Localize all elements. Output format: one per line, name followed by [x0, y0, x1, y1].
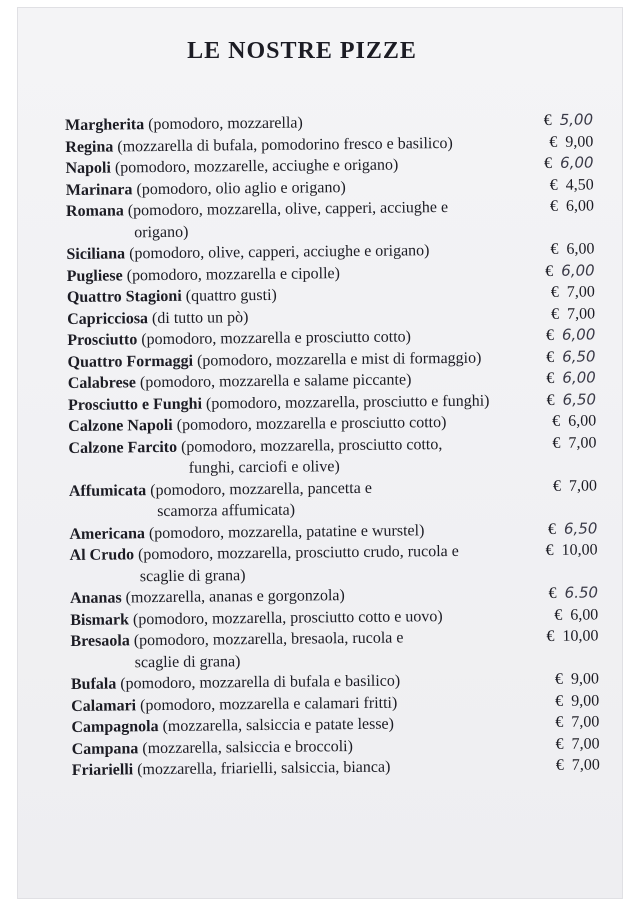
- euro-symbol: €: [546, 391, 555, 409]
- pizza-ingredients: (pomodoro, olio aglio e origano): [132, 178, 346, 198]
- pizza-name: Quattro Formaggi: [67, 352, 194, 371]
- pizza-name: Affumicata: [68, 481, 147, 500]
- price-value: 7,00: [568, 476, 597, 495]
- price-value: 6,00: [566, 240, 595, 258]
- pizza-name: Siciliana: [66, 245, 126, 263]
- euro-symbol: €: [547, 520, 557, 538]
- price: [551, 303, 595, 325]
- pizza-ingredients: (pomodoro, mozzarella, olive, capperi, acciughe e: [123, 198, 449, 220]
- price-value: 7,00: [571, 734, 600, 753]
- price: [545, 260, 595, 282]
- pizza-ingredients: (quattro gusti): [181, 286, 277, 305]
- price: [554, 604, 598, 626]
- pizza-ingredients: (pomodoro, mozzarella, pancetta e: [146, 479, 372, 499]
- euro-symbol: €: [555, 735, 564, 753]
- pizza-ingredients: (pomodoro, mozzarella, prosciutto cotto,: [176, 435, 443, 456]
- pizza-ingredients: (pomodoro, mozzarella e prosciutto cotto): [137, 328, 412, 349]
- euro-symbol: €: [550, 240, 559, 258]
- pizza-name: Regina: [65, 137, 114, 156]
- euro-symbol: €: [554, 670, 564, 688]
- pizza-name: Romana: [65, 202, 124, 220]
- pizza-ingredients-continued: scamorza affumicata): [157, 501, 296, 521]
- pizza-ingredients: (pomodoro, mozzarella e prosciutto cotto): [172, 414, 447, 434]
- pizza-ingredients-continued: scaglie di grana): [134, 652, 241, 671]
- price: [546, 625, 598, 647]
- pizza-name: Campana: [71, 739, 139, 758]
- pizza-ingredients: (pomodoro, mozzarella, prosciutto cotto e uovo): [128, 607, 443, 628]
- price-value: 6,00: [561, 325, 596, 344]
- pizza-ingredients: (pomodoro, mozzarella, bresaola, rucola e: [129, 629, 404, 650]
- pizza-ingredients: (pomodoro, mozzarella e mist di formaggio): [192, 349, 482, 370]
- pizza-ingredients: (pomodoro, mozzarella di bufala e basilico): [116, 672, 401, 693]
- page-title: LE NOSTRE PIZZE: [187, 38, 417, 64]
- price: [546, 346, 596, 368]
- euro-symbol: €: [549, 197, 559, 215]
- price-value: 6,50: [562, 346, 596, 366]
- pizza-name: Margherita: [65, 116, 145, 134]
- price: [555, 690, 599, 712]
- menu-item: [69, 475, 609, 524]
- pizza-name: Napoli: [65, 159, 111, 177]
- euro-symbol: €: [551, 305, 560, 323]
- pizza-ingredients: (mozzarella, salsiccia e patate lesse): [158, 715, 395, 736]
- price: [549, 131, 593, 153]
- pizza-ingredients: (pomodoro, mozzarella e cipolle): [122, 264, 341, 284]
- pizza-ingredients: (mozzarella di bufala, pomodorino fresco e basilico): [113, 134, 453, 155]
- euro-symbol: €: [548, 584, 557, 602]
- price: [544, 109, 594, 131]
- pizza-name: Al Crudo: [69, 546, 135, 564]
- pizza-ingredients: (pomodoro, olive, capperi, acciughe e origano): [125, 242, 430, 263]
- euro-symbol: €: [546, 627, 555, 645]
- price-value: 7,00: [568, 433, 597, 452]
- pizza-name: Ananas: [69, 589, 122, 607]
- price: [551, 281, 595, 303]
- price: [553, 475, 597, 497]
- pizza-name: Pugliese: [66, 266, 123, 285]
- pizza-ingredients-continued: origano): [134, 223, 189, 241]
- pizza-name: Capricciosa: [67, 309, 149, 328]
- pizza-name: Prosciutto e Funghi: [67, 395, 203, 414]
- price-value: 6,00: [562, 368, 596, 387]
- pizza-name: Americana: [69, 524, 146, 543]
- euro-symbol: €: [549, 176, 558, 194]
- price-value: 6,00: [565, 197, 595, 215]
- pizza-name: Calzone Farcito: [68, 438, 178, 457]
- pizza-name: Quattro Stagioni: [66, 287, 182, 306]
- price: [552, 410, 596, 432]
- pizza-ingredients: (pomodoro, mozzarella): [144, 114, 303, 134]
- price-value: 6.50: [564, 583, 599, 602]
- price: [556, 754, 600, 776]
- price-value: 7,00: [567, 304, 596, 323]
- pizza-name: Friarielli: [71, 761, 134, 779]
- price: [545, 539, 597, 561]
- euro-symbol: €: [554, 606, 563, 624]
- price-value: 9,00: [570, 670, 600, 688]
- price-value: 6,00: [570, 605, 599, 624]
- price-value: 10,00: [561, 541, 598, 559]
- price: [550, 238, 594, 260]
- price: [549, 582, 599, 604]
- price-value: 6,00: [568, 412, 597, 430]
- menu-item: [70, 625, 610, 674]
- euro-symbol: €: [545, 262, 554, 280]
- pizza-ingredients: (pomodoro, mozzarella e salame piccante): [135, 371, 412, 392]
- pizza-menu-list: [65, 109, 612, 781]
- price-value: 7,00: [566, 283, 595, 301]
- menu-item: [68, 432, 608, 481]
- price-value: 4,50: [565, 175, 594, 194]
- price-value: 9,00: [571, 691, 600, 710]
- price: [546, 367, 596, 389]
- price: [546, 389, 596, 411]
- price-value: 6,00: [560, 153, 594, 172]
- pizza-ingredients: (pomodoro, mozzarella, patatine e wurstel): [144, 521, 425, 542]
- pizza-ingredients: (pomodoro, mozzarella, prosciutto e funghi): [201, 392, 490, 413]
- price-value: 9,00: [565, 132, 594, 151]
- price: [544, 152, 594, 174]
- price: [556, 733, 600, 755]
- pizza-ingredients: (di tutto un pò): [147, 308, 249, 327]
- pizza-name: Bufala: [70, 675, 117, 693]
- pizza-name: Marinara: [65, 180, 133, 199]
- price-value: 10,00: [562, 627, 599, 645]
- price: [552, 432, 596, 454]
- price-value: 7,00: [571, 756, 600, 774]
- euro-symbol: €: [552, 412, 561, 430]
- pizza-ingredients: (mozzarella, salsiccia e broccoli): [138, 737, 353, 757]
- pizza-ingredients: (mozzarella, ananas e gorgonzola): [121, 587, 345, 607]
- pizza-name: Prosciutto: [67, 331, 138, 349]
- menu-item: [70, 539, 610, 588]
- euro-symbol: €: [555, 756, 564, 774]
- euro-symbol: €: [552, 434, 561, 452]
- euro-symbol: €: [549, 133, 558, 151]
- price-value: 5,00: [559, 110, 594, 129]
- euro-symbol: €: [555, 692, 564, 710]
- price-value: 6,50: [563, 518, 598, 538]
- pizza-ingredients-continued: funghi, carciofi e olive): [188, 458, 340, 477]
- pizza-ingredients: (pomodoro, mozzarella, prosciutto crudo, rucola e: [133, 542, 459, 564]
- euro-symbol: €: [546, 369, 555, 387]
- euro-symbol: €: [555, 713, 564, 731]
- euro-symbol: €: [545, 326, 555, 344]
- price-value: 6,00: [561, 260, 595, 280]
- euro-symbol: €: [550, 283, 559, 301]
- pizza-ingredients: (pomodoro, mozzarelle, acciughe e origano): [110, 156, 399, 177]
- price: [546, 324, 596, 346]
- price-value: 7,00: [571, 713, 600, 731]
- menu-item: [66, 195, 606, 244]
- pizza-name: Bresaola: [70, 632, 130, 650]
- price: [555, 668, 599, 690]
- euro-symbol: €: [544, 154, 553, 172]
- pizza-name: Calzone Napoli: [68, 416, 173, 435]
- pizza-ingredients: (pomodoro, mozzarella e calamari fritti): [135, 694, 398, 714]
- price: [550, 195, 594, 217]
- pizza-name: Calabrese: [67, 374, 137, 392]
- euro-symbol: €: [552, 477, 561, 495]
- pizza-name: Calamari: [71, 696, 137, 715]
- pizza-ingredients-continued: scaglie di grana): [139, 566, 246, 585]
- euro-symbol: €: [545, 541, 554, 559]
- price: [550, 174, 594, 196]
- pizza-name: Bismark: [70, 610, 130, 629]
- euro-symbol: €: [546, 348, 555, 366]
- price-value: 6,50: [562, 389, 597, 409]
- pizza-name: Campagnola: [71, 718, 159, 736]
- price: [555, 711, 599, 733]
- price: [548, 518, 598, 540]
- pizza-ingredients: (mozzarella, friarielli, salsiccia, bianca): [133, 758, 391, 779]
- euro-symbol: €: [543, 111, 552, 129]
